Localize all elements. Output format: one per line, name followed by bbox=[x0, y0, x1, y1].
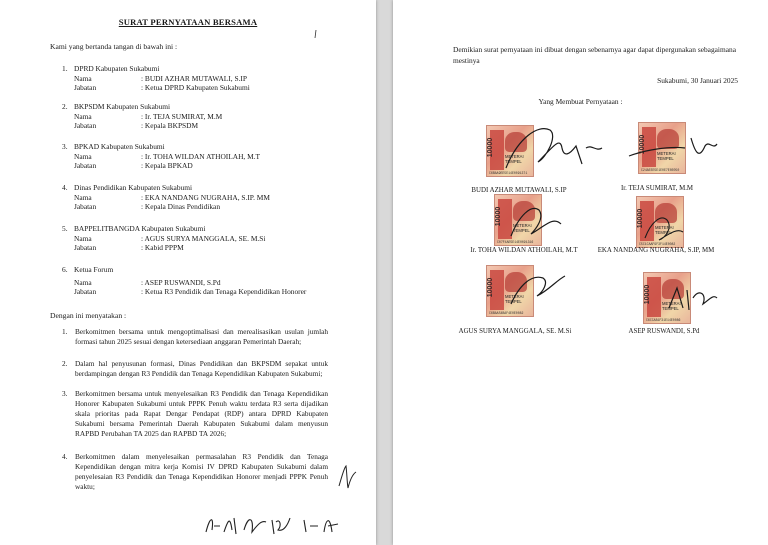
signature bbox=[625, 130, 725, 175]
signer-name: Ir. TOHA WILDAN ATHOILAH, M.T bbox=[470, 247, 578, 254]
duty-stamp: 10000 METERAI TEMPEL C5C1CAAF9F3F14E0082 bbox=[636, 196, 684, 248]
signature bbox=[663, 278, 723, 323]
place-date: Sukabumi, 30 Januari 2025 bbox=[657, 76, 738, 85]
statement-point: 3. Berkomitmen bersama untuk menyelesaikan R3 Pendidik dan Tenaga Kependidikan Honorer Kabupaten Sukabumi untuk PPPK Penuh waktu terdata R3 serta dijadikan skala prioritas pada Rapat Dengar Pendapat (RDP) antara DPRD Kabupaten Sukabumi bersama Pemerintah Daerah Kabupaten Sukabumi dalam menyusun RAPBD Perubahan TA 2025 dan RAPBD TA 2026; bbox=[62, 389, 328, 438]
declaration-heading: Dengan ini menyatakan : bbox=[50, 311, 127, 320]
party-item: 1. DPRD Kabupaten Sukabumi Nama : BUDI AZHAR MUTAWALI, S.IP Jabatan : Ketua DPRD Kabupaten Sukabumi bbox=[62, 64, 250, 93]
duty-stamp: 10000 METERAI TEMPEL C6BAA9EE5E14E0091371 bbox=[486, 125, 534, 177]
party-item: 6. Ketua Forum Nama : ASEP RUSWANDI, S.Pd Jabatan : Ketua R3 Pendidik dan Tenaga Kependidikan Honorer bbox=[62, 265, 307, 297]
statement-point: 4. Berkomitmen dalam menyelesaikan permasalahan R3 Pendidik dan Tenaga Kependidikan dengan mitra kerja Komisi IV DPRD Kabupaten Sukabumi dalam penyelesaian R3 Pendidik dan Tenaga Kependidikan Honorer menjadi PPPK Penuh waktu; bbox=[62, 452, 328, 491]
duty-stamp: 10000 METERAI TEMPEL C6CCAB1F31E14E0086 bbox=[643, 272, 691, 324]
intro-text: Kami yang bertanda tangan di bawah ini : bbox=[50, 42, 178, 51]
party-item: 4. Dinas Pendidikan Kabupaten Sukabumi Nama : EKA NANDANG NUGRAHA, S.IP. MM Jabatan : Kepala Dinas Pendidikan bbox=[62, 183, 270, 212]
signer-name: EKA NANDANG NUGRAHA, S.IP, MM bbox=[597, 247, 715, 254]
duty-stamp: 10000 METERAI TEMPEL C24AEEE5E1E0E7E0E050 bbox=[638, 122, 686, 174]
signature bbox=[503, 264, 573, 319]
signers-heading: Yang Membuat Pernyataan : bbox=[538, 97, 623, 106]
statement-point: 2. Dalam hal penyusunan formasi, Dinas Pendidikan dan BKPSDM sepakat untuk berdampingan dengan R3 Pendidik dan Tenaga Kependidikan Kabupaten Sukabumi; bbox=[62, 359, 328, 378]
statement-point: 1. Berkomitmen bersama untuk mengoptimalisasi dan merealisasikan usulan jumlah formasi tahun 2025 sesuai dengan ketersediaan anggaran Pemerintah Daerah; bbox=[62, 327, 328, 346]
closing-statement: Demikian surat pernyataan ini dibuat dengan sebenarnya agar dapat dipergunakan sebagaimana mestinya bbox=[453, 45, 736, 65]
document-page-left bbox=[0, 0, 376, 545]
initial-signatures-row bbox=[200, 510, 350, 545]
party-item: 5. BAPPELITBANGDA Kabupaten Sukabumi Nama : AGUS SURYA MANGGALA, SE. M.Si Jabatan : Kabid PPPM bbox=[62, 224, 266, 253]
signature bbox=[505, 196, 575, 251]
pen-mark bbox=[313, 26, 319, 44]
duty-stamp: 10000 METERAI TEMPEL C07F4AE5E14E0091316 bbox=[494, 194, 542, 246]
signer-name: Ir. TEJA SUMIRAT, M.M bbox=[620, 185, 694, 192]
signer-name: BUDI AZHAR MUTAWALI, S.IP bbox=[471, 187, 567, 194]
signature bbox=[498, 118, 608, 183]
initial-signature bbox=[336, 462, 360, 497]
party-item: 2. BKPSDM Kabupaten Sukabumi Nama : Ir. TEJA SUMIRAT, M.M Jabatan : Kepala BKPSDM bbox=[62, 102, 223, 131]
party-item: 3. BPKAD Kabupaten Sukabumi Nama : Ir. TOHA WILDAN ATHOILAH, M.T Jabatan : Kepala BPKAD bbox=[62, 142, 261, 171]
document-title: SURAT PERNYATAAN BERSAMA bbox=[118, 17, 258, 27]
signer-name: ASEP RUSWANDI, S.Pd bbox=[628, 328, 700, 335]
document-page-right bbox=[393, 0, 768, 545]
duty-stamp: 10000 METERAI TEMPEL C6BAAS4BAF4E0E0082 bbox=[486, 265, 534, 317]
signer-name: AGUS SURYA MANGGALA, SE. M.Si bbox=[458, 328, 572, 335]
